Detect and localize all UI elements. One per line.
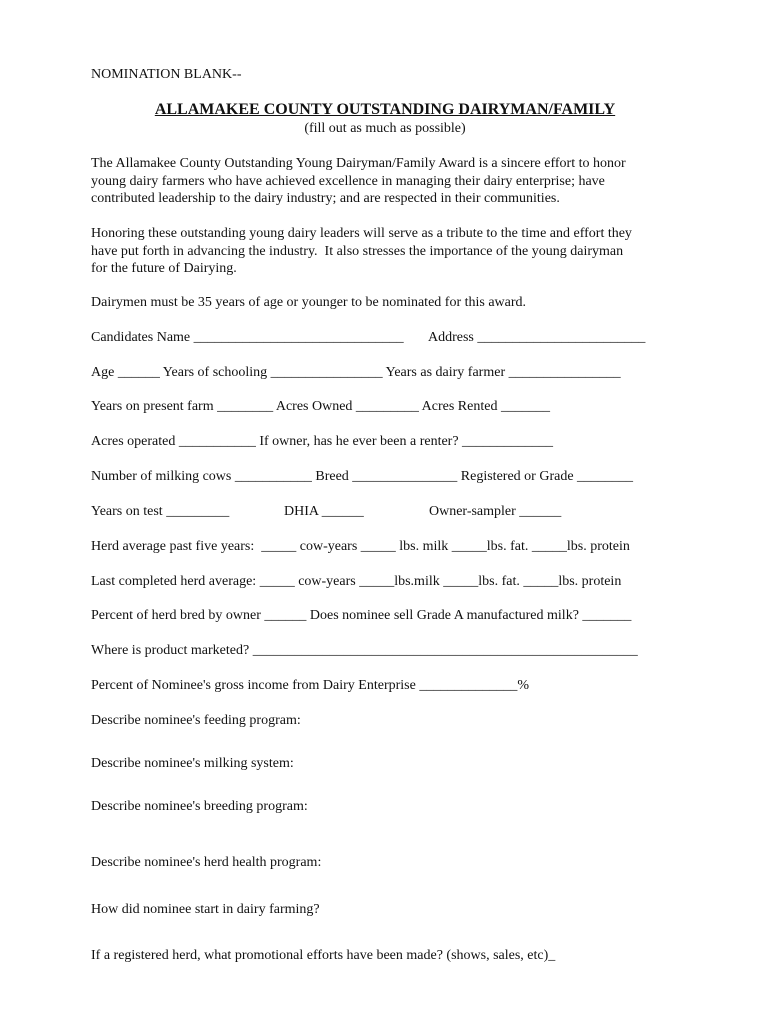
present-farm-field[interactable]: Years on present farm ________ Acres Owned _________ Acres Rented _______ — [91, 399, 550, 414]
form-subtitle: (fill out as much as possible) — [304, 121, 466, 136]
milking-system-question[interactable]: Describe nominee's milking system: — [91, 756, 294, 771]
form-title: ALLAMAKEE COUNTY OUTSTANDING DAIRYMAN/FAMILY — [154, 101, 616, 118]
intro-line: for the future of Dairying. — [91, 261, 237, 276]
age-schooling-field[interactable]: Age ______ Years of schooling ________________ Years as dairy farmer ________________ — [91, 365, 621, 380]
feeding-program-question[interactable]: Describe nominee's feeding program: — [91, 713, 301, 728]
intro-line: young dairy farmers who have achieved excellence in managing their dairy enterprise; have — [91, 173, 605, 189]
intro-line: have put forth in advancing the industry. It also stresses the importance of the young dairyman — [91, 243, 624, 259]
last-herd-average-field[interactable]: Last completed herd average: _____ cow-years _____lbs.milk _____lbs. fat. _____lbs. protein — [91, 574, 622, 589]
intro-line: Honoring these outstanding young dairy leaders will serve as a tribute to the time and effort they — [91, 226, 632, 241]
candidate-name-field[interactable]: Candidates Name ______________________________ — [91, 330, 404, 345]
intro-paragraph-2 — [91, 225, 691, 278]
herd-average-five-years-field[interactable]: Herd average past five years: _____ cow-years _____ lbs. milk _____lbs. fat. _____lbs. protein — [91, 539, 630, 554]
intro-paragraph-1 — [91, 155, 691, 208]
owner-sampler-field[interactable]: Owner-sampler ______ — [429, 504, 562, 519]
intro-line: contributed leadership to the dairy industry; and are respected in their communities. — [91, 191, 560, 206]
milking-cows-field[interactable]: Number of milking cows ___________ Breed _______________ Registered or Grade ________ — [91, 469, 634, 484]
dhia-field[interactable]: DHIA ______ — [284, 504, 364, 519]
percent-bred-field[interactable]: Percent of herd bred by owner ______ Does nominee sell Grade A manufactured milk? _______ — [91, 608, 632, 623]
dairy-start-question[interactable]: How did nominee start in dairy farming? — [91, 902, 320, 917]
gross-income-field[interactable]: Percent of Nominee's gross income from Dairy Enterprise ______________% — [91, 678, 529, 693]
address-field[interactable]: Address ________________________ — [428, 330, 646, 345]
intro-line: The Allamakee County Outstanding Young Dairyman/Family Award is a sincere effort to honor — [91, 156, 626, 171]
acres-operated-field[interactable]: Acres operated ___________ If owner, has he ever been a renter? _____________ — [91, 434, 554, 449]
eligibility-note: Dairymen must be 35 years of age or younger to be nominated for this award. — [91, 295, 527, 310]
breeding-program-question[interactable]: Describe nominee's breeding program: — [91, 799, 308, 814]
product-marketed-field[interactable]: Where is product marketed? _______________________________________________________ — [91, 643, 638, 658]
herd-health-question[interactable]: Describe nominee's herd health program: — [91, 855, 322, 870]
promotional-efforts-question[interactable]: If a registered herd, what promotional efforts have been made? (shows, sales, etc)_ — [91, 948, 556, 963]
years-on-test-field[interactable]: Years on test _________ — [91, 504, 230, 519]
form-label: NOMINATION BLANK-- — [91, 67, 242, 82]
